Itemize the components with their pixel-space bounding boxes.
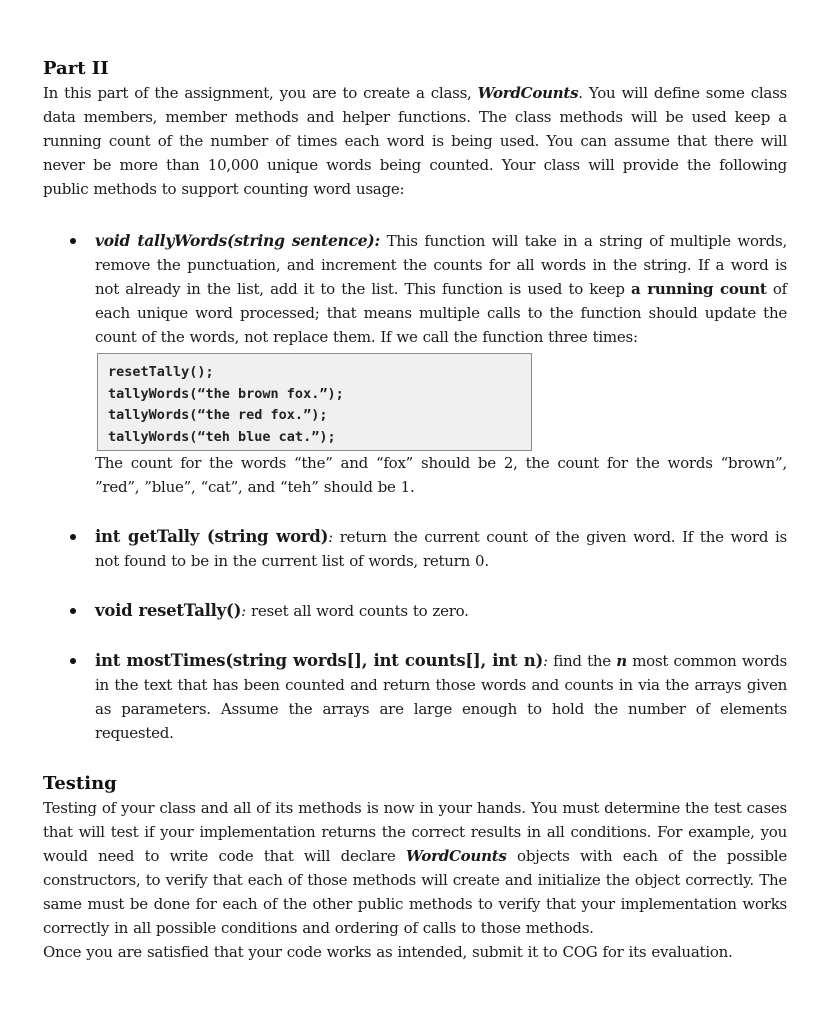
reset-tally-text: reset all word counts to zero.	[245, 602, 469, 620]
tally-text-2: of each unique word processed; that means multiple calls to the function should update the count of the words, not replace them. If we call the function three times:	[95, 280, 787, 346]
code-line: tallyWords(“teh blue cat.”);	[108, 428, 336, 445]
code-line: tallyWords(“the red fox.”);	[108, 407, 328, 423]
code-line: resetTally();	[108, 364, 214, 380]
most-times-signature: int mostTimes(string words[], int counts[], int n)	[95, 651, 544, 670]
intro-text-2: . You will define some class data members, member methods and helper functions. The class methods will be used keep a running count of the number of times each word is being used. You can assume that there will never be more than 10,000 unique words being counted. Your class will provide the following public methods to support counting word usage:	[43, 84, 787, 198]
reset-tally-description	[95, 599, 787, 623]
intro-paragraph	[43, 81, 787, 201]
bullet-icon	[70, 608, 76, 614]
testing-title: Testing	[43, 773, 117, 794]
n-parameter: n	[616, 652, 627, 670]
tally-result-text: The count for the words “the” and “fox” should be 2, the count for the words “brown”, ”red”, ”blue”, “cat”, and “teh” should be 1.	[95, 454, 787, 496]
most-times-description	[95, 649, 787, 745]
list-item-tally-words	[43, 229, 787, 499]
tally-text-1: This function will take in a string of multiple words, remove the punctuation, and increment the counts for all words in the string. If a word is not already in the list, add it to the list. This function is used to keep	[95, 232, 787, 298]
part-title: Part II	[43, 58, 109, 79]
class-name: WordCounts	[477, 84, 579, 102]
get-tally-signature: int getTally (string word)	[95, 527, 329, 546]
running-count-emphasis: a running count	[631, 280, 767, 298]
most-times-colon: :	[543, 652, 548, 670]
reset-tally-signature: void resetTally()	[95, 601, 242, 620]
tally-words-description	[95, 229, 787, 349]
code-example	[97, 353, 532, 451]
most-times-text-2: most common words in the text that has been counted and return those words and counts in via the arrays given as parameters. Assume the arrays are large enough to hold the number of elements requested.	[95, 652, 787, 742]
get-tally-text: return the current count of the given word. If the word is not found to be in the current list of words, return 0.	[95, 528, 788, 570]
testing-paragraph	[43, 796, 787, 940]
testing-class-name: WordCounts	[405, 847, 507, 865]
code-line: tallyWords(“the brown fox.”);	[108, 385, 344, 402]
testing-text-2: objects with each of the possible constructors, to verify that each of those methods will create and initialize the object correctly. The same must be done for each of the other public methods to verify that your implementation works correctly in all possible conditions and ordering of calls to those methods.	[43, 847, 787, 937]
tally-words-signature: void tallyWords(string sentence):	[95, 231, 380, 250]
most-times-text-1: find the	[547, 652, 617, 670]
bullet-icon	[70, 238, 76, 244]
bullet-icon	[70, 658, 76, 664]
list-item-reset-tally	[43, 599, 787, 623]
closing-paragraph: Once you are satisfied that your code works as intended, submit it to COG for its evaluation.	[43, 943, 733, 961]
document-page	[43, 57, 787, 964]
bullet-icon	[70, 534, 76, 540]
get-tally-description	[95, 525, 787, 573]
get-tally-colon: :	[328, 528, 333, 546]
intro-text-1: In this part of the assignment, you are to create a class,	[43, 84, 478, 102]
method-list	[43, 229, 787, 745]
list-item-most-times	[43, 649, 787, 745]
testing-text-1: Testing of your class and all of its methods is now in your hands. You must determine the test cases that will test if your implementation returns the correct results in all conditions. For example, you would need to write code that will declare	[43, 799, 787, 865]
list-item-get-tally	[43, 525, 787, 573]
reset-tally-colon: :	[241, 602, 246, 620]
